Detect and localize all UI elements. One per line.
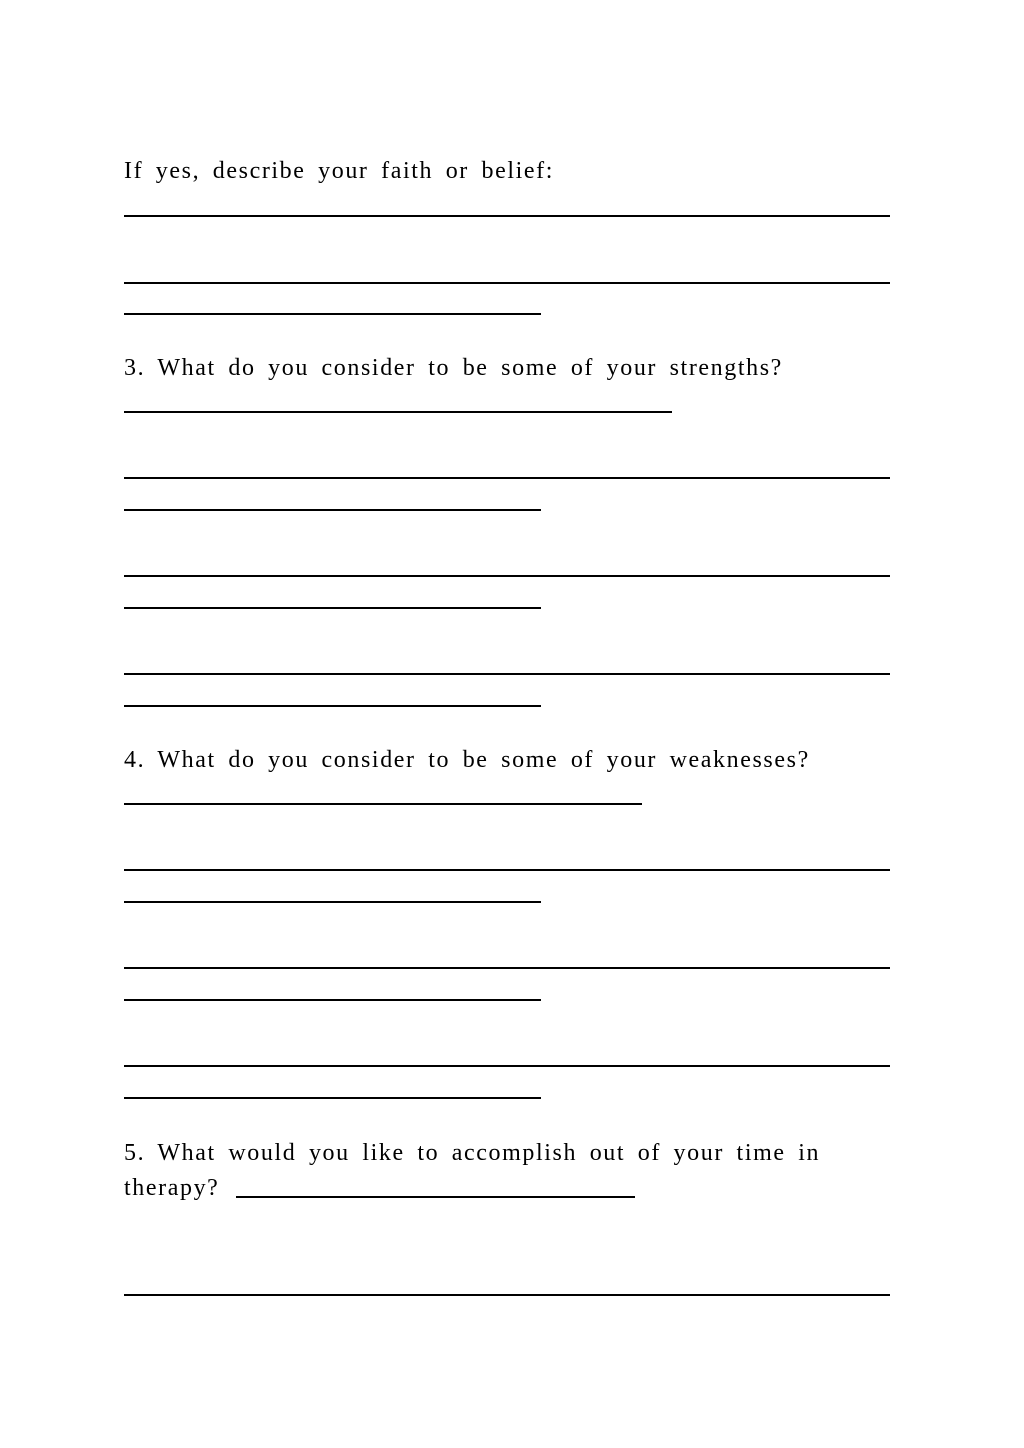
answer-line[interactable] — [124, 1294, 890, 1296]
answer-line[interactable] — [124, 803, 642, 805]
answer-line[interactable] — [124, 282, 890, 284]
answer-line[interactable] — [124, 705, 541, 707]
answer-line[interactable] — [124, 1065, 890, 1067]
question-4-prompt: 4. What do you consider to be some of your weaknesses? — [124, 747, 810, 773]
answer-line[interactable] — [124, 999, 541, 1001]
answer-line[interactable] — [124, 477, 890, 479]
question-5-prompt-line1: 5. What would you like to accomplish out of your time in — [124, 1140, 821, 1166]
answer-line[interactable] — [124, 673, 890, 675]
question-5-prompt-line2: therapy? — [124, 1175, 220, 1201]
answer-line[interactable] — [124, 575, 890, 577]
answer-line[interactable] — [124, 215, 890, 217]
answer-line[interactable] — [124, 509, 541, 511]
answer-line[interactable] — [124, 1097, 541, 1099]
answer-line[interactable] — [124, 869, 890, 871]
answer-line[interactable] — [124, 901, 541, 903]
answer-line[interactable] — [124, 411, 672, 413]
answer-line[interactable] — [236, 1196, 635, 1198]
question-3-prompt: 3. What do you consider to be some of your strengths? — [124, 355, 783, 381]
answer-line[interactable] — [124, 967, 890, 969]
answer-line[interactable] — [124, 607, 541, 609]
faith-prompt: If yes, describe your faith or belief: — [124, 158, 554, 184]
answer-line[interactable] — [124, 313, 541, 315]
